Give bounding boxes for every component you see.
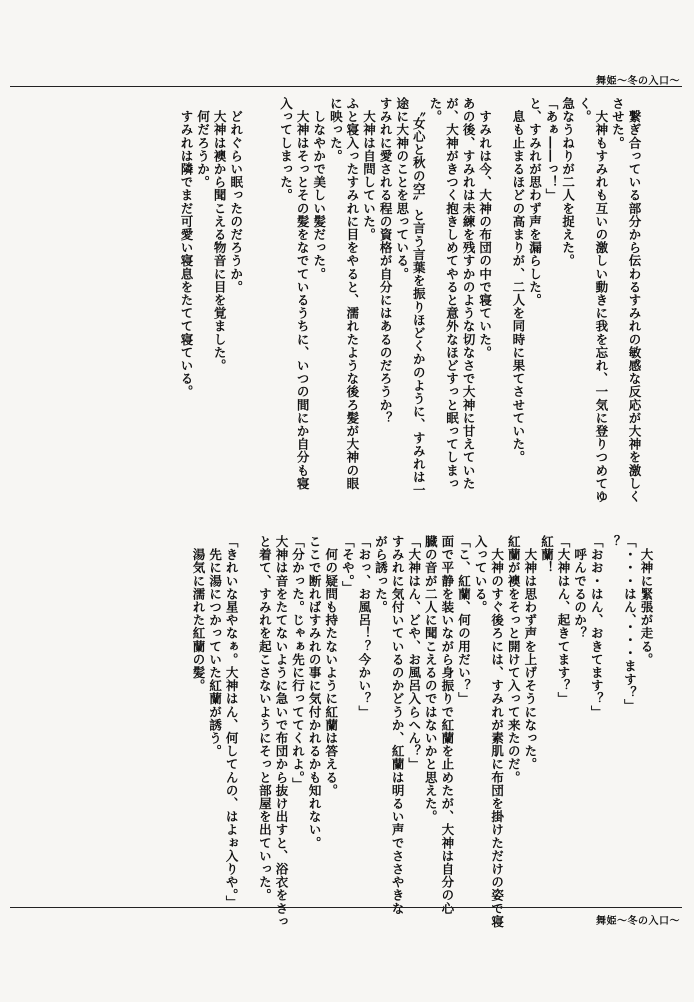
text-line: 呼んでるのか？	[572, 535, 588, 640]
text-line: すみれに気付いているのかどうか、紅蘭は明るい声でささやきな	[390, 535, 406, 915]
text-line: 「そや。」	[340, 535, 356, 595]
text-line: どれぐらい眠ったのだろうか。	[228, 97, 244, 294]
text-line: 「分かった。じゃぁ先に行っててくれよ。」	[290, 535, 306, 791]
text-line: た。	[427, 97, 443, 124]
text-line: させた。	[610, 97, 626, 150]
text-line: ここで断ればすみれの事に気付かれるかも知れない。	[307, 535, 323, 850]
text-line: 「大神はん、どや、お風呂入らへん？」	[406, 535, 422, 771]
text-line: ？	[605, 535, 621, 549]
text-line: 途に大神のことを思っている。	[394, 97, 410, 281]
text-line: 湯気に濡れた紅蘭の髪。	[190, 535, 206, 693]
text-line: 「おお・はん、おきてます？」	[589, 535, 605, 719]
text-line: 大神は音をたてないように急いで布団から抜け出すと、浴衣をさっ	[273, 535, 289, 928]
text-line: 大神は襖から聞こえる物音に目を覚ました。	[212, 97, 228, 373]
text-line: に映った。	[328, 97, 344, 163]
text-line: 大神もすみれも互いの激しい動きに我を忘れ、一気に登りつめてゆ	[593, 97, 609, 504]
text-line: すみれは今、大神の布団の中で寝ていた。	[477, 97, 493, 359]
text-line: 繋ぎ合っている部分から伝わるすみれの敏感な反応が大神を激しく	[627, 97, 642, 504]
text-line: 紅蘭！	[539, 535, 555, 575]
text-line: 「こ、紅蘭、何の用だい？」	[456, 535, 472, 706]
text-line: と、すみれが思わず声を漏らした。	[527, 97, 543, 307]
text-line: 入ってしまった。	[278, 97, 294, 202]
upper-text-block	[52, 97, 642, 504]
text-line: が、大神がきつく抱きしめてやると意外なほどすっと眠ってしまっ	[444, 97, 460, 490]
text-line: 大神のすぐ後ろには、すみれが素肌に布団を掛けただけの姿で寝	[489, 535, 505, 928]
text-line: 大神は自問していた。	[361, 97, 377, 242]
text-line: 急なうねりが二人を捉えた。	[560, 97, 576, 268]
text-line: 入っている。	[473, 535, 489, 614]
text-line	[260, 97, 277, 487]
text-line: ふと寝入ったすみれに目をやると、濡れたような後ろ髪が大神の眼	[344, 97, 360, 490]
text-line: 大神は思わず声を上げそうになった。	[522, 535, 538, 771]
text-line: 大神に緊張が走る。	[639, 535, 654, 666]
text-line: 〝女心と秋の空〟と言う言葉を振りほどくかのように、すみれは一	[411, 97, 427, 497]
text-line: 「・・・はん、・・・ます？」	[622, 535, 638, 713]
text-line	[239, 535, 256, 895]
text-line: く。	[577, 97, 593, 124]
running-head-bottom: 舞姫〜冬の入口〜	[596, 916, 680, 927]
text-line: 息も止まるほどの高まりが、二人を同時に果てさせていた。	[510, 97, 526, 464]
text-line: 「あぁ――っ！」	[544, 97, 560, 202]
text-line: 「きれいな星やなぁ。大神はん、何してんの、はよぉ入りや。」	[224, 535, 240, 909]
text-line: 「おっ、お風呂！？今かい？」	[356, 535, 372, 719]
text-line: 紅蘭が襖をそっと開けて入って来たのだ。	[506, 535, 522, 784]
footer-rule	[10, 907, 682, 908]
text-line: すみれは隣でまだ可愛い寝息をたてて寝ている。	[178, 97, 194, 399]
text-line: すみれに愛される程の資格が自分にはあるのだろうか？	[378, 97, 394, 425]
text-line	[493, 97, 510, 487]
text-line: 先に湯につかっていた紅蘭が誘う。	[207, 535, 223, 758]
header-rule	[10, 86, 682, 87]
text-line: 何だろうか。	[195, 97, 211, 189]
text-line: あの後、すみれは未練を残すかのような切なさで大神に甘えていた	[461, 97, 477, 490]
running-head-top: 舞姫〜冬の入口〜	[596, 76, 680, 87]
text-line: 「大神はん、起きてます？」	[556, 535, 572, 706]
text-line: 何の疑問も持たないように紅蘭は答える。	[323, 535, 339, 797]
text-line: しなやかで美しい髪だった。	[311, 97, 327, 281]
text-line: 臓の音が二人に聞こえるのではないかと思えた。	[423, 535, 439, 824]
text-line	[244, 97, 261, 487]
text-line: 大神はそっとその髪をなでているうちに、いつの間にか自分も寝	[295, 97, 311, 490]
text-line: と着て、すみれを起こさないようにそっと部屋を出ていった。	[257, 535, 273, 902]
text-line: 面で平静を装いながら身振りで紅蘭を止めたが、大神は自分の心	[439, 535, 455, 915]
text-line: がら誘った。	[373, 535, 389, 614]
